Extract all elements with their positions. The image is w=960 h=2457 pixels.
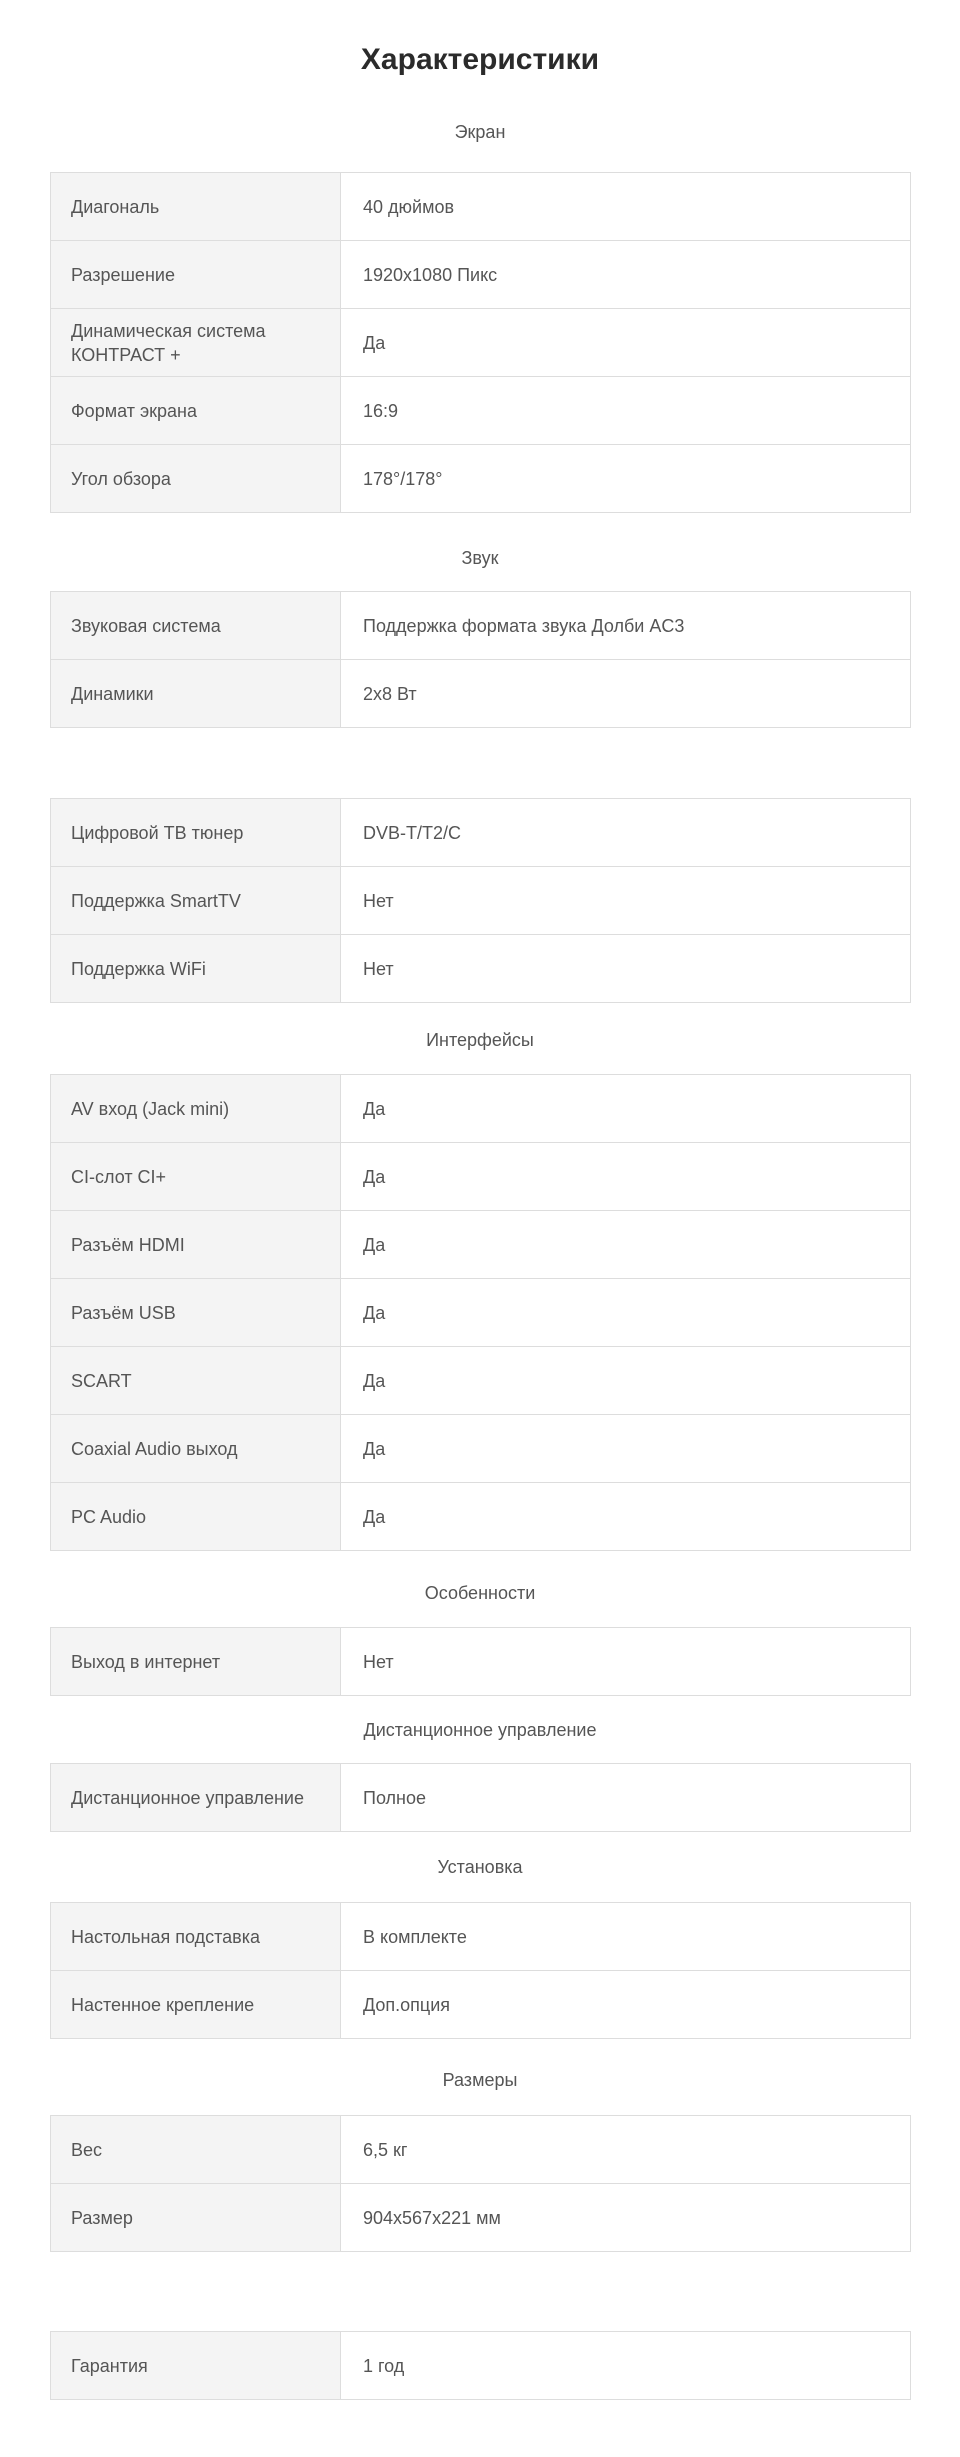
table-row — [51, 1971, 911, 2039]
spec-value: 6,5 кг — [341, 2116, 911, 2184]
spec-label: SCART — [51, 1347, 341, 1415]
spec-table-warranty — [50, 2331, 911, 2400]
table-row — [51, 867, 911, 935]
spec-label: Выход в интернет — [51, 1628, 341, 1696]
spec-value: 1920x1080 Пикс — [341, 241, 911, 309]
section-heading-sound: Звук — [461, 548, 499, 568]
spec-label: Поддержка WiFi — [51, 935, 341, 1003]
table-row — [51, 1347, 911, 1415]
spec-value: 2x8 Вт — [341, 660, 911, 728]
spec-label: Разъём HDMI — [51, 1211, 341, 1279]
table-row — [51, 1415, 911, 1483]
table-row — [51, 377, 911, 445]
spec-value: Да — [341, 309, 911, 377]
table-row — [51, 660, 911, 728]
spec-value: 40 дюймов — [341, 173, 911, 241]
section-heading-installation: Установка — [437, 1857, 523, 1877]
table-row — [51, 1279, 911, 1347]
spec-table-screen — [50, 172, 911, 513]
spec-value: Нет — [341, 1628, 911, 1696]
spec-label: Разъём USB — [51, 1279, 341, 1347]
spec-label: Настольная подставка — [51, 1903, 341, 1971]
section-heading-features: Особенности — [424, 1583, 536, 1603]
spec-label: Размер — [51, 2184, 341, 2252]
spec-value: Поддержка формата звука Долби AC3 — [341, 592, 911, 660]
spec-table-remote — [50, 1763, 911, 1832]
table-row — [51, 1075, 911, 1143]
spec-label: Настенное крепление — [51, 1971, 341, 2039]
spec-label: Вес — [51, 2116, 341, 2184]
spec-label: Динамическая система КОНТРАСТ + — [51, 309, 341, 377]
spec-value: DVB-T/T2/C — [341, 799, 911, 867]
spec-value: Да — [341, 1279, 911, 1347]
spec-value: Да — [341, 1415, 911, 1483]
spec-value: Да — [341, 1075, 911, 1143]
spec-table-tuner — [50, 798, 911, 1003]
spec-label: Разрешение — [51, 241, 341, 309]
spec-label: Coaxial Audio выход — [51, 1415, 341, 1483]
spec-label: Цифровой ТВ тюнер — [51, 799, 341, 867]
spec-table-sound — [50, 591, 911, 728]
section-heading-remote: Дистанционное управление — [363, 1720, 597, 1740]
table-row — [51, 2184, 911, 2252]
spec-table-interfaces — [50, 1074, 911, 1551]
spec-label: Динамики — [51, 660, 341, 728]
spec-label: PC Audio — [51, 1483, 341, 1551]
spec-value: Да — [341, 1483, 911, 1551]
table-row — [51, 1483, 911, 1551]
table-row — [51, 1211, 911, 1279]
spec-table-installation — [50, 1902, 911, 2039]
table-row — [51, 1903, 911, 1971]
table-row — [51, 1143, 911, 1211]
spec-table-features — [50, 1627, 911, 1696]
spec-label: Дистанционное управление — [51, 1764, 341, 1832]
spec-label: CI-слот CI+ — [51, 1143, 341, 1211]
spec-value: 16:9 — [341, 377, 911, 445]
spec-value: В комплекте — [341, 1903, 911, 1971]
table-row — [51, 2116, 911, 2184]
table-row — [51, 309, 911, 377]
spec-value: 1 год — [341, 2332, 911, 2400]
table-row — [51, 241, 911, 309]
spec-value: Да — [341, 1347, 911, 1415]
table-row — [51, 1628, 911, 1696]
spec-label: AV вход (Jack mini) — [51, 1075, 341, 1143]
spec-table-dimensions — [50, 2115, 911, 2252]
spec-label: Звуковая система — [51, 592, 341, 660]
spec-value: Полное — [341, 1764, 911, 1832]
spec-label: Поддержка SmartTV — [51, 867, 341, 935]
spec-value: 178°/178° — [341, 445, 911, 513]
table-row — [51, 799, 911, 867]
spec-value: Да — [341, 1143, 911, 1211]
table-row — [51, 1764, 911, 1832]
spec-label: Угол обзора — [51, 445, 341, 513]
spec-label: Диагональ — [51, 173, 341, 241]
spec-value: 904x567x221 мм — [341, 2184, 911, 2252]
table-row — [51, 592, 911, 660]
spec-value: Нет — [341, 867, 911, 935]
page-title: Характеристики — [360, 43, 600, 76]
spec-label: Гарантия — [51, 2332, 341, 2400]
table-row — [51, 173, 911, 241]
spec-value: Доп.опция — [341, 1971, 911, 2039]
section-heading-interfaces: Интерфейсы — [426, 1030, 534, 1050]
section-heading-screen: Экран — [454, 122, 506, 142]
section-heading-dimensions: Размеры — [442, 2070, 518, 2090]
table-row — [51, 445, 911, 513]
spec-value: Да — [341, 1211, 911, 1279]
table-row — [51, 2332, 911, 2400]
table-row — [51, 935, 911, 1003]
spec-label: Формат экрана — [51, 377, 341, 445]
spec-value: Нет — [341, 935, 911, 1003]
